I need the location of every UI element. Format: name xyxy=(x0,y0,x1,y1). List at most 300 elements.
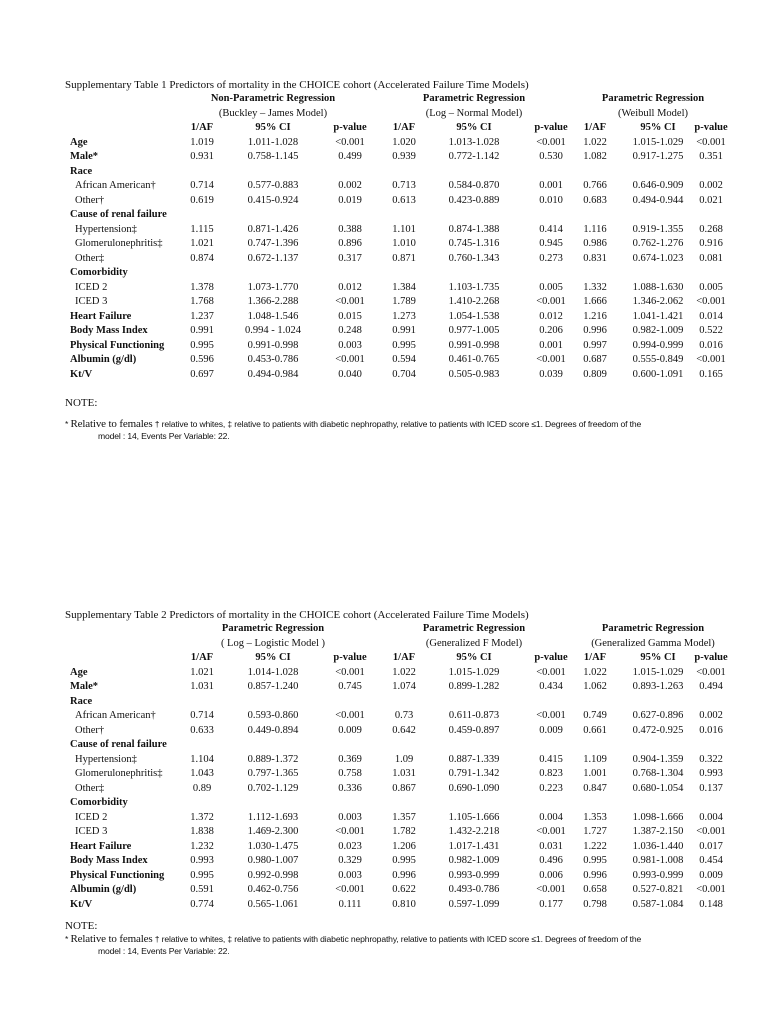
table-cell: 0.992-0.998 xyxy=(247,869,299,881)
column-header: 1/AF xyxy=(190,652,214,663)
table-cell: 0.009 xyxy=(699,869,723,881)
table-row xyxy=(65,295,745,310)
table-cell: 1.010 xyxy=(392,238,416,249)
group-title: Parametric Regression xyxy=(601,623,705,634)
row-label: Body Mass Index xyxy=(70,855,148,866)
row-label: Comorbidity xyxy=(70,267,128,278)
table-cell: 0.177 xyxy=(539,898,563,910)
table-cell: 0.596 xyxy=(190,354,214,365)
column-header-row xyxy=(65,651,745,666)
table-cell: 0.369 xyxy=(338,753,362,765)
table-cell: 0.646-0.909 xyxy=(632,180,684,191)
table-cell: 0.003 xyxy=(338,811,362,823)
table-cell: 1.103-1.735 xyxy=(448,281,500,293)
table-cell: 0.642 xyxy=(392,724,416,736)
table-cell: 1.019 xyxy=(190,136,214,148)
table-cell: 1.021 xyxy=(190,666,214,678)
table-cell: 0.627-0.896 xyxy=(632,710,684,721)
row-label: Other† xyxy=(75,194,105,206)
table-cell: <0.001 xyxy=(335,666,365,678)
row-label: ICED 3 xyxy=(75,826,108,837)
table-cell: 0.993 xyxy=(699,768,723,779)
table-cell: 0.462-0.756 xyxy=(247,884,299,895)
footnote-line-2: model : 14, Events Per Variable: 22. xyxy=(98,431,230,441)
table-cell: 1.101 xyxy=(392,223,416,235)
table-cell: 0.622 xyxy=(392,884,416,895)
table-cell: 0.016 xyxy=(699,724,723,736)
footnote-text: † relative to whites, ‡ relative to patients with diabetic nephropathy, relative to patients with ICED score ≤1. Degrees of freedom of the xyxy=(152,419,642,429)
table-cell: 1.098-1.666 xyxy=(632,811,684,823)
table-cell: 0.434 xyxy=(539,681,563,692)
table-cell: 0.768-1.304 xyxy=(632,768,684,779)
table-cell: <0.001 xyxy=(696,666,726,678)
table-cell: 0.982-1.009 xyxy=(448,855,500,866)
table-cell: 1.074 xyxy=(392,681,416,692)
table-cell: 0.823 xyxy=(539,768,563,779)
table-cell: 0.749 xyxy=(583,710,607,721)
table-row xyxy=(65,796,745,811)
table-cell: 0.522 xyxy=(699,325,723,336)
table-cell: 0.871-1.426 xyxy=(247,223,299,235)
table-cell: 0.454 xyxy=(699,855,723,866)
row-label: Age xyxy=(70,136,88,148)
table-cell: <0.001 xyxy=(696,826,726,837)
group-title-row xyxy=(65,92,745,107)
table-cell: 0.887-1.339 xyxy=(448,753,500,765)
table-cell: 0.809 xyxy=(583,368,607,380)
row-label: Age xyxy=(70,666,88,678)
table-cell: 0.896 xyxy=(338,238,362,249)
table-cell: 0.494-0.944 xyxy=(632,194,684,206)
table-cell: 0.867 xyxy=(392,782,416,794)
column-header: 95% CI xyxy=(640,652,676,663)
table-cell: 0.449-0.894 xyxy=(247,724,299,736)
table-cell: <0.001 xyxy=(536,666,566,678)
table-cell: 1.015-1.029 xyxy=(632,666,684,678)
table-cell: 1.384 xyxy=(392,281,416,293)
column-header: 1/AF xyxy=(583,122,607,133)
row-label: Albumin (g/dl) xyxy=(70,354,137,365)
table-cell: 1.372 xyxy=(190,811,214,823)
row-label: Heart Failure xyxy=(70,310,132,322)
table-cell: 0.995 xyxy=(190,339,214,351)
row-label: Cause of renal failure xyxy=(70,739,167,750)
table-cell: 0.993-0.999 xyxy=(632,869,684,881)
table-cell: 0.762-1.276 xyxy=(632,238,684,249)
table-cell: 0.847 xyxy=(583,782,607,794)
table-cell: 1.112-1.693 xyxy=(247,811,299,823)
table-row xyxy=(65,237,745,252)
table-cell: 0.995 xyxy=(392,855,416,866)
column-header: 95% CI xyxy=(456,122,492,133)
table-cell: 0.991 xyxy=(190,325,214,336)
table-row xyxy=(65,165,745,180)
table-cell: 0.714 xyxy=(190,710,214,721)
table-cell: 0.714 xyxy=(190,180,214,191)
column-header: 1/AF xyxy=(583,652,607,663)
table-body xyxy=(65,666,745,913)
table-cell: 0.012 xyxy=(338,281,362,293)
table-caption: Supplementary Table 1 Predictors of mortality in the CHOICE cohort (Accelerated Failure Time Models) xyxy=(65,79,529,91)
footnote-text: † relative to whites, ‡ relative to patients with diabetic nephropathy, relative to patients with ICED score ≤1. Degrees of freedom of the xyxy=(152,934,642,944)
table-cell: 1.727 xyxy=(583,826,607,837)
table-cell: 1.666 xyxy=(583,296,607,307)
table-row xyxy=(65,368,745,383)
table-row xyxy=(65,339,745,354)
row-label: ICED 2 xyxy=(75,811,108,823)
note-heading: NOTE: xyxy=(65,397,98,409)
table-cell: 1.232 xyxy=(190,840,214,852)
table-cell: 1.017-1.431 xyxy=(448,840,500,852)
row-label: Physical Functioning xyxy=(70,339,165,351)
table-cell: 0.995 xyxy=(583,855,607,866)
table-cell: 0.747-1.396 xyxy=(247,238,299,249)
table-cell: 0.017 xyxy=(699,840,723,852)
table-row xyxy=(65,695,745,710)
table-cell: 0.702-1.129 xyxy=(247,782,299,794)
group-title: Parametric Regression xyxy=(601,93,705,104)
row-label: Male* xyxy=(70,151,98,162)
row-label: Body Mass Index xyxy=(70,325,148,336)
table-cell: 0.577-0.883 xyxy=(247,180,299,191)
table-cell: 0.893-1.263 xyxy=(632,681,684,692)
table-cell: 0.021 xyxy=(699,194,723,206)
table-cell: 0.791-1.342 xyxy=(448,768,500,779)
table-cell: 0.003 xyxy=(338,869,362,881)
column-header: p-value xyxy=(694,122,728,133)
table-cell: 0.039 xyxy=(539,368,563,380)
table-cell: 0.917-1.275 xyxy=(632,151,684,162)
group-title: Parametric Regression xyxy=(422,93,526,104)
table-cell: <0.001 xyxy=(335,354,365,365)
table-cell: 0.415 xyxy=(539,753,563,765)
table-cell: <0.001 xyxy=(335,296,365,307)
row-label: Comorbidity xyxy=(70,797,128,808)
table-cell: 0.594 xyxy=(392,354,416,365)
table-cell: <0.001 xyxy=(335,136,365,148)
table-cell: 1.031 xyxy=(392,768,416,779)
table-cell: 0.697 xyxy=(190,368,214,380)
column-header: p-value xyxy=(333,122,367,133)
row-label: Race xyxy=(70,695,93,707)
table-cell: 0.004 xyxy=(539,811,563,823)
row-label: Heart Failure xyxy=(70,840,132,852)
table-row xyxy=(65,136,745,151)
table-cell: 0.73 xyxy=(394,710,414,721)
table-cell: 0.494-0.984 xyxy=(247,368,299,380)
row-label: Glomerulonephritis‡ xyxy=(75,768,163,779)
table-cell: 0.745-1.316 xyxy=(448,238,500,249)
table-cell: 0.423-0.889 xyxy=(448,194,500,206)
table-cell: 0.986 xyxy=(583,238,607,249)
table-cell: 0.453-0.786 xyxy=(247,354,299,365)
table-cell: <0.001 xyxy=(536,136,566,148)
table-cell: 0.584-0.870 xyxy=(448,180,500,191)
table-row xyxy=(65,179,745,194)
table-row xyxy=(65,767,745,782)
table-cell: 0.593-0.860 xyxy=(247,710,299,721)
table-cell: 1.073-1.770 xyxy=(247,281,299,293)
row-label: ICED 2 xyxy=(75,281,108,293)
table-cell: 0.89 xyxy=(192,782,212,794)
table-cell: 0.005 xyxy=(539,281,563,293)
table-cell: 0.613 xyxy=(392,194,416,206)
table-cell: 0.206 xyxy=(539,325,563,336)
table-cell: 0.388 xyxy=(338,223,362,235)
table-cell: 0.002 xyxy=(699,710,723,721)
table-cell: 1.015-1.029 xyxy=(448,666,500,678)
table-cell: 0.899-1.282 xyxy=(448,681,500,692)
table-cell: 0.981-1.008 xyxy=(632,855,684,866)
table-cell: <0.001 xyxy=(696,354,726,365)
row-label: ICED 3 xyxy=(75,296,108,307)
table-cell: 0.619 xyxy=(190,194,214,206)
group-subtitle: (Buckley – James Model) xyxy=(218,107,328,119)
supplementary-table-1 xyxy=(65,78,745,442)
table-cell: 1.013-1.028 xyxy=(448,136,500,148)
table-cell: 1.387-2.150 xyxy=(632,826,684,837)
table-cell: 0.317 xyxy=(338,252,362,264)
table-cell: 0.798 xyxy=(583,898,607,910)
table-row xyxy=(65,324,745,339)
table-row xyxy=(65,898,745,913)
table-cell: 1.357 xyxy=(392,811,416,823)
table-cell: 1.041-1.421 xyxy=(632,310,684,322)
note-heading: NOTE: xyxy=(65,920,98,932)
table-cell: 0.415-0.924 xyxy=(247,194,299,206)
table-cell: 0.658 xyxy=(583,884,607,895)
table-cell: 0.600-1.091 xyxy=(632,368,684,380)
table-row xyxy=(65,840,745,855)
row-label: Other† xyxy=(75,724,105,736)
table-cell: 1.09 xyxy=(394,753,414,765)
footnote-star: * xyxy=(65,934,69,944)
table-cell: 1.366-2.288 xyxy=(247,296,299,307)
table-cell: 0.889-1.372 xyxy=(247,753,299,765)
table-cell: 0.010 xyxy=(539,194,563,206)
footnote-star: * xyxy=(65,419,69,429)
group-subtitle-row xyxy=(65,637,745,652)
table-cell: 1.014-1.028 xyxy=(247,666,299,678)
table-cell: 0.916 xyxy=(699,238,723,249)
table-cell: 0.760-1.343 xyxy=(448,252,500,264)
table-cell: 0.871 xyxy=(392,252,416,264)
table-cell: 0.672-1.137 xyxy=(247,252,299,264)
row-label: Physical Functioning xyxy=(70,869,165,881)
column-header: 1/AF xyxy=(392,652,416,663)
table-cell: 0.994-0.999 xyxy=(632,339,684,351)
table-cell: 1.109 xyxy=(583,753,607,765)
table-cell: 0.597-1.099 xyxy=(448,898,500,910)
table-cell: 0.273 xyxy=(539,252,563,264)
table-row xyxy=(65,150,745,165)
table-cell: 1.104 xyxy=(190,753,214,765)
footnote-lead: Relative to females xyxy=(70,418,153,430)
row-label: Hypertension‡ xyxy=(75,753,137,765)
table-cell: 0.995 xyxy=(392,339,416,351)
table-cell: 0.527-0.821 xyxy=(632,884,684,895)
table-cell: 0.713 xyxy=(392,180,416,191)
table-cell: 0.611-0.873 xyxy=(448,710,500,721)
table-row xyxy=(65,353,745,368)
row-label: Albumin (g/dl) xyxy=(70,884,137,895)
table-cell: 0.810 xyxy=(392,898,416,910)
table-cell: <0.001 xyxy=(335,884,365,895)
table-cell: 0.006 xyxy=(539,869,563,881)
table-cell: 0.004 xyxy=(699,811,723,823)
row-label: African American† xyxy=(75,180,156,191)
table-cell: 0.993-0.999 xyxy=(448,869,500,881)
table-cell: 0.674-1.023 xyxy=(632,252,684,264)
row-label: Glomerulonephritis‡ xyxy=(75,238,163,249)
table-cell: 0.414 xyxy=(539,223,563,235)
table-cell: 1.036-1.440 xyxy=(632,840,684,852)
table-cell: 1.115 xyxy=(190,223,214,235)
table-cell: <0.001 xyxy=(696,296,726,307)
table-cell: <0.001 xyxy=(335,826,365,837)
table-cell: 0.919-1.355 xyxy=(632,223,684,235)
table-cell: 0.505-0.983 xyxy=(448,368,500,380)
table-cell: 0.995 xyxy=(190,869,214,881)
table-cell: <0.001 xyxy=(536,296,566,307)
table-cell: 0.939 xyxy=(392,151,416,162)
table-cell: 1.031 xyxy=(190,681,214,692)
table-cell: <0.001 xyxy=(536,710,566,721)
table-row xyxy=(65,266,745,281)
table-cell: 0.797-1.365 xyxy=(247,768,299,779)
table-cell: 1.410-2.268 xyxy=(448,296,500,307)
table-cell: 0.931 xyxy=(190,151,214,162)
group-subtitle-row xyxy=(65,107,745,122)
table-grid xyxy=(65,622,745,912)
table-cell: 0.758 xyxy=(338,768,362,779)
table-cell: 0.148 xyxy=(699,898,723,910)
table-cell: 0.001 xyxy=(539,180,563,191)
table-cell: 0.268 xyxy=(699,223,723,235)
table-cell: 0.459-0.897 xyxy=(448,724,500,736)
table-cell: 0.690-1.090 xyxy=(448,782,500,794)
table-cell: 0.223 xyxy=(539,782,563,794)
table-cell: 1.237 xyxy=(190,310,214,322)
footnote xyxy=(65,418,745,442)
group-subtitle: (Generalized Gamma Model) xyxy=(591,637,715,649)
table-cell: 0.137 xyxy=(699,782,723,794)
group-subtitle: (Log – Normal Model) xyxy=(425,107,523,119)
table-cell: 0.982-1.009 xyxy=(632,325,684,336)
table-row xyxy=(65,738,745,753)
table-cell: 1.789 xyxy=(392,296,416,307)
table-grid xyxy=(65,92,745,382)
table-cell: 1.088-1.630 xyxy=(632,281,684,293)
table-cell: <0.001 xyxy=(536,826,566,837)
table-cell: 0.774 xyxy=(190,898,214,910)
table-cell: 0.031 xyxy=(539,840,563,852)
table-cell: 1.105-1.666 xyxy=(448,811,500,823)
table-row xyxy=(65,883,745,898)
table-body xyxy=(65,136,745,383)
table-cell: 0.019 xyxy=(338,194,362,206)
table-cell: 0.745 xyxy=(338,681,362,692)
table-cell: 0.993 xyxy=(190,855,214,866)
table-cell: 0.772-1.142 xyxy=(448,151,500,162)
table-cell: 0.977-1.005 xyxy=(448,325,500,336)
table-row xyxy=(65,281,745,296)
table-cell: 1.043 xyxy=(190,768,214,779)
group-title: Parametric Regression xyxy=(422,623,526,634)
table-row xyxy=(65,811,745,826)
table-cell: 1.273 xyxy=(392,310,416,322)
table-cell: 1.432-2.218 xyxy=(448,826,500,837)
table-cell: 1.020 xyxy=(392,136,416,148)
column-header: 95% CI xyxy=(255,652,291,663)
table-cell: 0.661 xyxy=(583,724,607,736)
table-cell: 0.758-1.145 xyxy=(247,151,299,162)
table-cell: 0.683 xyxy=(583,194,607,206)
table-row xyxy=(65,310,745,325)
table-cell: 0.633 xyxy=(190,724,214,736)
table-cell: 0.499 xyxy=(338,151,362,162)
table-row xyxy=(65,208,745,223)
group-title: Non-Parametric Regression xyxy=(210,93,336,104)
table-cell: 0.874 xyxy=(190,252,214,264)
table-cell: 0.015 xyxy=(338,310,362,322)
table-cell: 0.587-1.084 xyxy=(632,898,684,910)
table-cell: 0.530 xyxy=(539,151,563,162)
table-cell: 0.009 xyxy=(539,724,563,736)
table-cell: 0.494 xyxy=(699,681,723,692)
column-header: p-value xyxy=(534,122,568,133)
row-label: Other‡ xyxy=(75,782,105,794)
table-cell: 0.555-0.849 xyxy=(632,354,684,365)
table-cell: 0.009 xyxy=(338,724,362,736)
table-cell: 0.591 xyxy=(190,884,214,895)
table-cell: 0.472-0.925 xyxy=(632,724,684,736)
table-cell: 0.351 xyxy=(699,151,723,162)
table-row xyxy=(65,869,745,884)
table-cell: 1.048-1.546 xyxy=(247,310,299,322)
column-header: p-value xyxy=(534,652,568,663)
table-cell: 0.991-0.998 xyxy=(247,339,299,351)
table-cell: <0.001 xyxy=(696,136,726,148)
table-cell: 1.838 xyxy=(190,826,214,837)
table-cell: 0.991 xyxy=(392,325,416,336)
row-label: Kt/V xyxy=(70,898,93,910)
table-cell: 1.768 xyxy=(190,296,214,307)
table-cell: 1.022 xyxy=(392,666,416,678)
table-row xyxy=(65,680,745,695)
table-row xyxy=(65,194,745,209)
table-cell: 0.980-1.007 xyxy=(247,855,299,866)
supplementary-table-2 xyxy=(65,608,745,957)
table-cell: 1.022 xyxy=(583,666,607,678)
table-cell: 0.111 xyxy=(338,898,362,910)
column-header: 1/AF xyxy=(392,122,416,133)
table-cell: 0.874-1.388 xyxy=(448,223,500,235)
group-subtitle: (Weibull Model) xyxy=(617,107,688,119)
table-cell: 1.346-2.062 xyxy=(632,296,684,307)
group-subtitle: (Generalized F Model) xyxy=(425,637,523,649)
column-header: 95% CI xyxy=(456,652,492,663)
table-cell: <0.001 xyxy=(335,710,365,721)
table-cell: 0.996 xyxy=(392,869,416,881)
table-cell: 0.005 xyxy=(699,281,723,293)
table-cell: 0.994 - 1.024 xyxy=(245,325,301,336)
table-cell: 0.831 xyxy=(583,252,607,264)
row-label: Cause of renal failure xyxy=(70,209,167,220)
table-cell: 0.081 xyxy=(699,252,723,264)
table-cell: 1.001 xyxy=(583,768,607,779)
table-cell: 0.991-0.998 xyxy=(448,339,500,351)
